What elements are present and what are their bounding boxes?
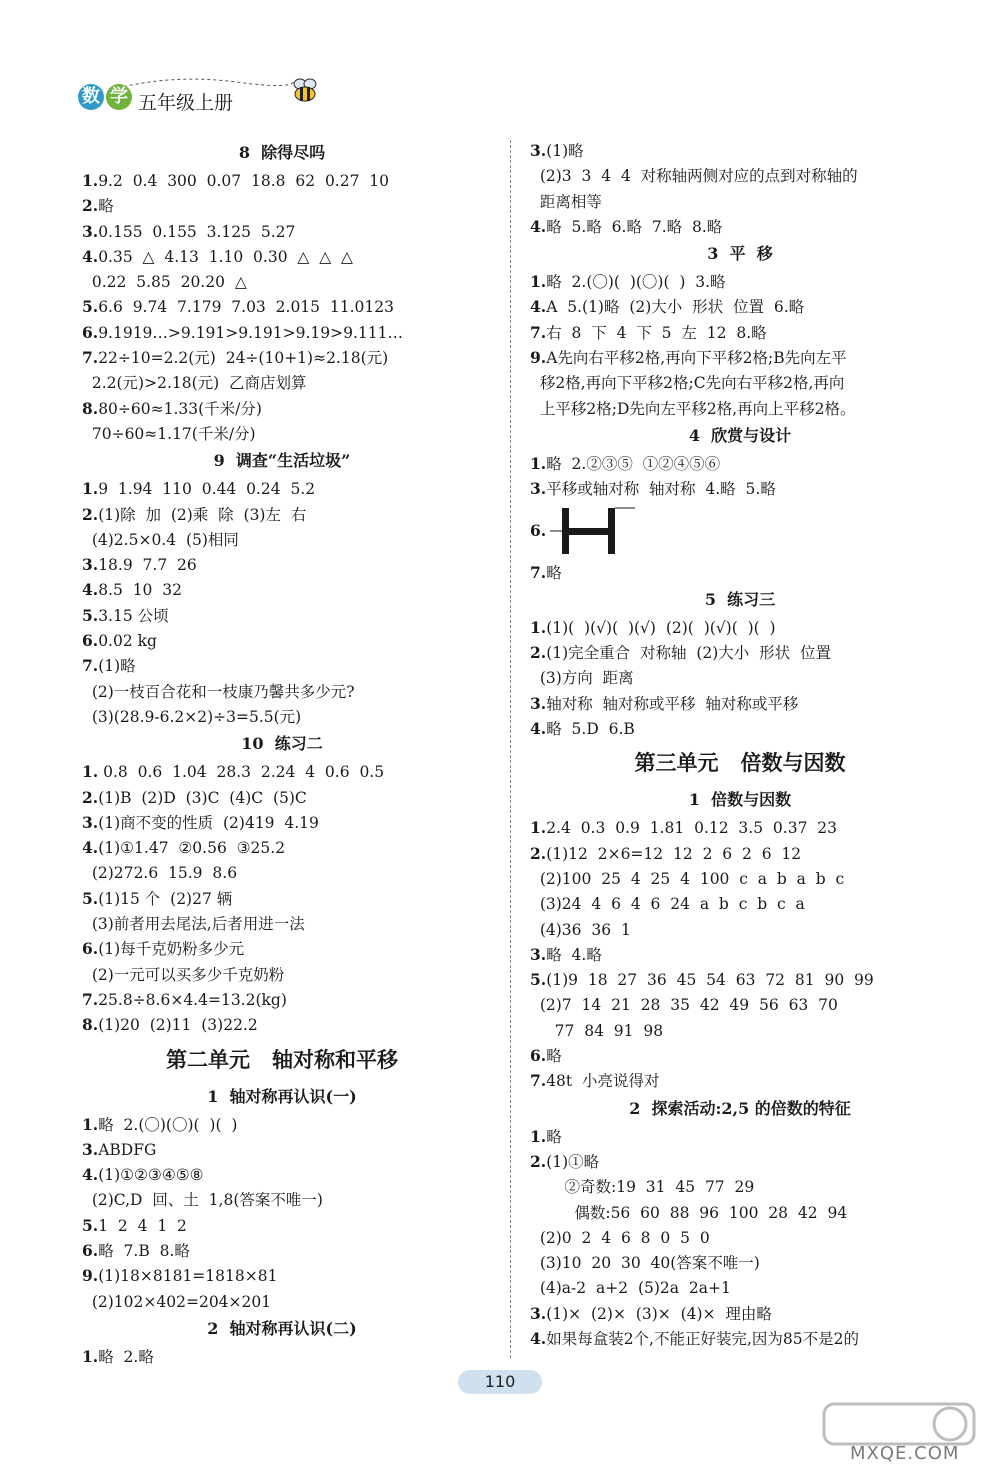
answer-text: 略 2.略 [98,1347,154,1366]
answer-text: (1)18×8181=1818×81 [98,1267,278,1286]
answer-line [82,704,482,729]
answer-text: A先向右平移2格,再向下平移2格;B先向左平 [546,349,847,368]
question-number: 2. [82,196,99,216]
question-number: 4. [82,838,99,858]
question-number: 1. [530,818,547,838]
answer-text: 1 2 4 1 2 [98,1216,187,1235]
question-number: 2. [82,787,99,807]
question-number: 5. [82,297,99,317]
answer-text: (1)①略 [546,1152,600,1171]
answer-line [530,967,950,992]
answer-text: 0.155 0.155 3.125 5.27 [98,222,296,241]
answer-text: (3)前者用去尾法,后者用进一法 [82,915,305,934]
answer-text: 轴对称 轴对称或平移 轴对称或平移 [546,694,799,713]
answer-line [82,653,482,678]
question-number: 6. [530,1046,547,1066]
subject-char-2: 学 [106,84,132,110]
answer-line [530,1275,950,1300]
answer-line [530,294,950,319]
answer-line-figure [530,502,950,560]
question-number: 4. [530,1328,547,1348]
answer-text: 22÷10=2.2(元) 24÷(10+1)≈2.18(元) [98,349,389,368]
answer-line [82,759,482,784]
answer-text: (2)100 25 4 25 4 100 c a b a b c [530,869,845,888]
answer-line [82,1162,482,1187]
grade-label: 五年级上册 [138,92,234,114]
answer-line [82,421,482,446]
answer-text: 略 [546,1127,562,1146]
answer-text: (4)2.5×0.4 (5)相同 [82,530,239,549]
question-number: 8. [82,1015,99,1035]
answer-line [82,1213,482,1238]
question-number: 4. [82,246,99,266]
section-heading: 5 练习三 [704,589,776,609]
answer-text: ABDFG [98,1140,157,1159]
answer-text: 略 [98,197,114,216]
answer-line [530,476,950,501]
answer-text: 平移或轴对称 轴对称 4.略 5.略 [546,480,776,499]
answer-line [82,345,482,370]
question-number: 3. [82,221,99,241]
answer-text: 70÷60≈1.17(千米/分) [82,424,256,443]
answer-line [82,552,482,577]
question-number: 7. [530,1071,547,1091]
question-number: 1. [82,1346,99,1366]
answer-text: (2)一枝百合花和一枝康乃馨共多少元? [82,682,355,701]
answer-text: (1)完全重合 对称轴 (2)大小 形状 位置 [546,644,832,663]
answer-line [530,345,950,370]
answer-line [82,193,482,218]
answer-line [82,577,482,602]
answer-text: (2)7 14 21 28 35 42 49 56 63 70 [530,996,838,1015]
question-number: 1. [82,1114,99,1134]
answer-text: (1)9 18 27 36 45 54 63 72 81 90 99 [546,971,874,990]
answer-line [530,640,950,665]
answer-text: (1)每千克奶粉多少元 [98,940,245,959]
answer-line [82,527,482,552]
answer-line [82,244,482,269]
answer-line [82,476,482,501]
question-number: 1. [82,762,99,782]
answer-line [530,1068,950,1093]
question-number: 1. [530,617,547,637]
question-number: 6. [82,631,99,651]
answer-line [82,502,482,527]
section-heading: 10 练习二 [241,734,323,754]
answer-line [530,841,950,866]
answer-line [82,219,482,244]
answer-text: (3)方向 距离 [530,669,634,688]
answer-text: 8.5 10 32 [98,581,182,600]
answer-text: (3)(28.9-6.2×2)÷3=5.5(元) [82,707,302,726]
question-number: 1. [82,171,99,190]
question-number: 7. [530,322,547,342]
question-number: 7. [82,989,99,1009]
section-heading: 1 倍数与因数 [688,790,792,810]
answer-line [530,269,950,294]
answer-line [82,628,482,653]
answer-text: 略 [546,1047,562,1066]
question-number: 2. [82,504,99,524]
answer-text: (2)C,D 回、土 1,8(答案不唯一) [82,1191,323,1210]
answer-line [530,214,950,239]
answer-text: (2)272.6 15.9 8.6 [82,864,238,883]
answer-text: 距离相等 [530,192,602,211]
answer-text: (1)× (2)× (3)× (4)× 理由略 [546,1304,772,1323]
answer-text: 略 5.略 6.略 7.略 8.略 [546,217,723,236]
answer-line [82,1112,482,1137]
answer-line [82,1187,482,1212]
answer-line [530,451,950,476]
answer-text: 2.2(元)>2.18(元) 乙商店划算 [82,374,307,393]
answer-text: (2)一元可以买多少千克奶粉 [82,965,285,984]
unit-title: 第三单元 倍数与因数 [634,751,846,776]
question-number: 3. [530,693,547,713]
section-heading: 1 轴对称再认识(一) [207,1086,357,1106]
question-number: 7. [530,562,547,582]
subject-char-1: 数 [78,84,104,110]
answer-line [530,1225,950,1250]
question-number: 4. [530,216,547,236]
answer-line [82,679,482,704]
answer-line [530,917,950,942]
answer-line [530,1124,950,1149]
answer-text: (1)12 2×6=12 12 2 6 2 6 12 [546,844,802,863]
answer-line [82,962,482,987]
answer-line [530,138,950,163]
answer-text: (1)20 (2)11 (3)22.2 [98,1016,258,1035]
answer-text: (4)36 36 1 [530,920,631,939]
answer-line [530,1250,950,1275]
answer-text: 9.1919…>9.191>9.191>9.19>9.111… [98,323,404,342]
question-number: 4. [82,1165,99,1185]
answer-line [530,665,950,690]
answer-text: 略 2.(〇)( )(〇)( ) 3.略 [546,273,726,292]
answer-text: 略 2.(〇)(〇)( )( ) [98,1115,238,1134]
answer-line [530,891,950,916]
answer-text: 25.8÷8.6×4.4=13.2(kg) [98,990,287,1009]
answer-text: 0.8 0.6 1.04 28.3 2.24 4 0.6 0.5 [98,763,385,782]
answer-line [82,911,482,936]
answer-text: 9 1.94 110 0.44 0.24 5.2 [98,480,316,499]
question-number: 9. [82,1266,99,1286]
answer-text: 偶数:56 60 88 96 100 28 42 94 [530,1203,848,1222]
answer-line [530,396,950,421]
question-number: 5. [530,970,547,990]
answer-text: (1)15 个 (2)27 辆 [98,889,233,908]
answer-line [82,1289,482,1314]
question-number: 3. [530,141,547,160]
answer-text: 略 5.D 6.B [546,720,635,739]
answer-text: 略 2.②③⑤ ①②④⑤⑥ [546,454,721,473]
answer-text: 移2格,再向下平移2格;C先向右平移2格,再向 [530,374,845,393]
question-number: 5. [82,1215,99,1235]
question-number: 6. [530,520,547,540]
answer-line [530,189,950,214]
answer-line [530,1326,950,1351]
answer-text: (2)3 3 4 4 对称轴两侧对应的点到对称轴的 [530,167,858,186]
question-number: 3. [530,479,547,499]
question-number: 5. [82,888,99,908]
question-number: 2. [530,1151,547,1171]
answer-text: (1)B (2)D (3)C (4)C (5)C [98,788,307,807]
section-heading: 4 欣赏与设计 [688,425,792,445]
page-number: 110 [458,1370,542,1394]
answer-line [82,987,482,1012]
answer-line [530,560,950,585]
question-number: 4. [530,719,547,739]
answer-text: (4)a-2 a+2 (5)2a 2a+1 [530,1279,731,1298]
answer-line [82,1263,482,1288]
bee-icon [288,76,322,106]
question-number: 2. [530,643,547,663]
answer-line [530,866,950,891]
answer-line [530,1200,950,1225]
answer-text: 0.35 △ 4.13 1.10 0.30 △ △ △ [98,247,353,266]
column-divider [510,140,511,1358]
page-header [76,72,336,122]
answer-text: 48t 小亮说得对 [546,1072,660,1091]
answer-text: 2.4 0.3 0.9 1.81 0.12 3.5 0.37 23 [546,819,838,838]
answer-text: ②奇数:19 31 45 77 29 [530,1178,755,1197]
answer-text: (2)102×402=204×201 [82,1292,272,1311]
answer-text: (3)10 20 30 40(答案不唯一) [530,1254,760,1273]
answer-text: 右 8 下 4 下 5 左 12 8.略 [546,323,767,342]
question-number: 3. [82,1139,99,1159]
answer-text: 9.2 0.4 300 0.07 18.8 62 0.27 10 [98,172,390,190]
h-shape-figure [550,506,640,556]
answer-line [530,992,950,1017]
answer-line [530,1018,950,1043]
answer-text: (1)略 [98,657,136,676]
answer-text: 0.02 kg [98,632,157,651]
question-number: 4. [530,297,547,317]
answer-line [82,785,482,810]
answer-line [530,370,950,395]
answer-line [82,396,482,421]
answer-text: 略 4.略 [546,945,602,964]
answer-line [530,1043,950,1068]
question-number: 3. [82,812,99,832]
answer-line [82,603,482,628]
answer-line [82,835,482,860]
answer-line [82,1137,482,1162]
answer-text: (1)商不变的性质 (2)419 4.19 [98,813,319,832]
answer-text: 3.15 公顷 [98,606,169,625]
question-number: 6. [82,939,99,959]
question-number: 4. [82,580,99,600]
right-column [530,138,950,1351]
answer-text: (1)( )(√)( )(√) (2)( )(√)( )( ) [546,618,776,637]
answer-line [82,294,482,319]
question-number: 3. [82,555,99,575]
watermark-text: MXQE.COM [850,1443,960,1464]
answer-text: (2)0 2 4 6 8 0 5 0 [530,1228,710,1247]
answer-text: 18.9 7.7 26 [98,556,197,575]
answer-line [530,815,950,840]
answer-text: 80÷60≈1.33(千米/分) [98,399,262,418]
answer-line [82,886,482,911]
question-number: 7. [82,656,99,676]
answer-text: 略 [546,563,562,582]
section-heading: 8 除得尽吗 [238,143,326,162]
unit-title: 第二单元 轴对称和平移 [166,1047,398,1072]
answer-line [82,1238,482,1263]
question-number: 7. [82,348,99,368]
answer-line [82,810,482,835]
question-number: 6. [82,1240,99,1260]
question-number: 3. [530,944,547,964]
question-number: 8. [82,398,99,418]
question-number: 9. [530,348,547,368]
answer-line [82,1012,482,1037]
answer-text: (1)①1.47 ②0.56 ③25.2 [98,839,286,858]
answer-line [530,1174,950,1199]
answer-text: 上平移2格;D先向左平移2格,再向上平移2格。 [530,399,856,418]
answer-text: 0.22 5.85 20.20 △ [82,273,247,292]
answer-line [530,1301,950,1326]
answer-text: (1)①②③④⑤⑧ [98,1166,204,1185]
answer-line [530,691,950,716]
section-heading: 3 平 移 [707,244,773,264]
question-number: 1. [530,453,547,473]
answer-line [530,1149,950,1174]
answer-line [82,1344,482,1369]
answer-text: (1)略 [546,142,584,160]
answer-line [530,615,950,640]
question-number: 3. [530,1303,547,1323]
answer-line [82,370,482,395]
question-number: 5. [82,605,99,625]
section-heading: 9 调查“生活垃圾” [213,451,351,471]
question-number: 1. [530,1126,547,1146]
answer-line [82,860,482,885]
answer-line [530,163,950,188]
answer-line [82,269,482,294]
answer-text: 如果每盒装2个,不能正好装完,因为85不是2的 [546,1329,859,1348]
question-number: 1. [82,479,99,499]
answer-text: A 5.(1)略 (2)大小 形状 位置 6.略 [546,298,805,317]
section-heading: 2 探索活动:2,5 的倍数的特征 [629,1098,851,1118]
answer-text: (1)除 加 (2)乘 除 (3)左 右 [98,505,307,524]
section-heading: 2 轴对称再认识(二) [207,1318,357,1338]
answer-text: 6.6 9.74 7.179 7.03 2.015 11.0123 [98,298,394,317]
answer-line [530,942,950,967]
answer-line [530,320,950,345]
answer-line [530,716,950,741]
answer-line [82,168,482,193]
question-number: 2. [530,843,547,863]
question-number: 6. [82,322,99,342]
answer-line [82,936,482,961]
answer-text: 77 84 91 98 [530,1021,664,1040]
answer-line [82,320,482,345]
left-column [82,138,482,1369]
question-number: 1. [530,272,547,292]
answer-text: (3)24 4 6 4 6 24 a b c b c a [530,895,805,914]
answer-text: 略 7.B 8.略 [98,1241,190,1260]
